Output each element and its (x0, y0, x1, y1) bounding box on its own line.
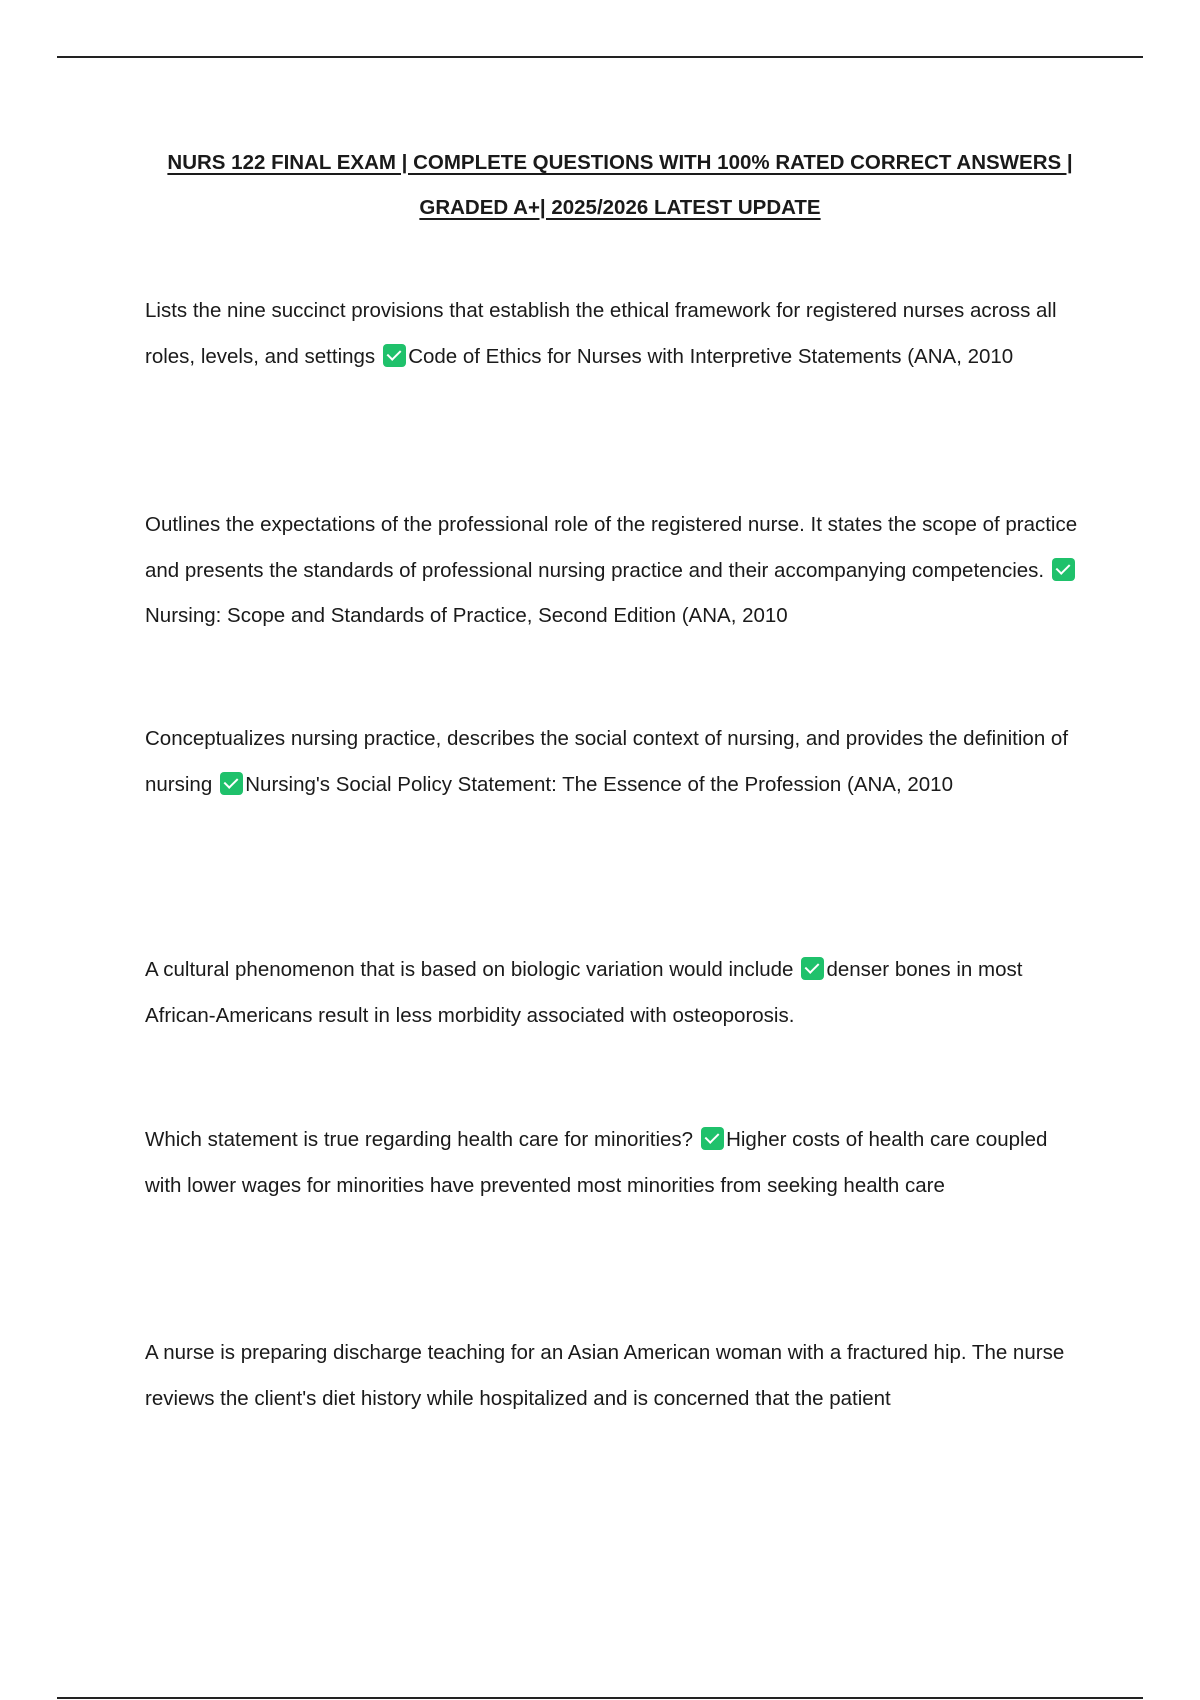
bottom-rule (57, 1697, 1143, 1699)
answer-text: denser bones in most African-Americans result in less morbidity associated with osteoporosis. (145, 958, 1023, 1027)
check-mark-icon (383, 344, 406, 367)
qa-item-3 (145, 716, 1085, 807)
answer-text: Higher costs of health care coupled with lower wages for minorities have prevented most minorities from seeking health care (145, 1128, 1048, 1197)
question-text: A cultural phenomenon that is based on biologic variation would include (145, 958, 794, 981)
check-mark-icon (701, 1127, 724, 1150)
check-mark-icon (220, 772, 243, 795)
qa-item-1 (145, 288, 1085, 379)
document-title: NURS 122 FINAL EXAM | COMPLETE QUESTIONS WITH 100% RATED CORRECT ANSWERS | GRADED A+| 2025/2026 LATEST UPDATE (167, 151, 1073, 219)
qa-item-5 (145, 1117, 1085, 1208)
question-text: Which statement is true regarding health care for minorities? (145, 1128, 694, 1151)
question-text: A nurse is preparing discharge teaching for an Asian American woman with a fractured hip. The nurse reviews the client's diet history while hospitalized and is concerned that the patient (145, 1341, 1065, 1410)
question-text: Outlines the expectations of the professional role of the registered nurse. It states the scope of practice and presents the standards of professional nursing practice and their accompanying competencies. (145, 513, 1078, 582)
check-mark-icon (1052, 558, 1075, 581)
question-text: Conceptualizes nursing practice, describes the social context of nursing, and provides the definition of nursing (145, 727, 1069, 796)
answer-text: Code of Ethics for Nurses with Interpretive Statements (ANA, 2010 (408, 344, 1014, 368)
qa-item-6 (145, 1330, 1085, 1421)
answer-text: Nursing: Scope and Standards of Practice, Second Edition (ANA, 2010 (145, 604, 788, 627)
qa-item-4 (145, 947, 1085, 1038)
top-rule (57, 56, 1143, 58)
answer-text: Nursing's Social Policy Statement: The Essence of the Profession (ANA, 2010 (245, 772, 953, 796)
qa-item-2 (145, 502, 1085, 639)
check-mark-icon (801, 957, 824, 980)
question-text: Lists the nine succinct provisions that establish the ethical framework for registered nurses across all roles, levels, and settings (145, 299, 1057, 368)
